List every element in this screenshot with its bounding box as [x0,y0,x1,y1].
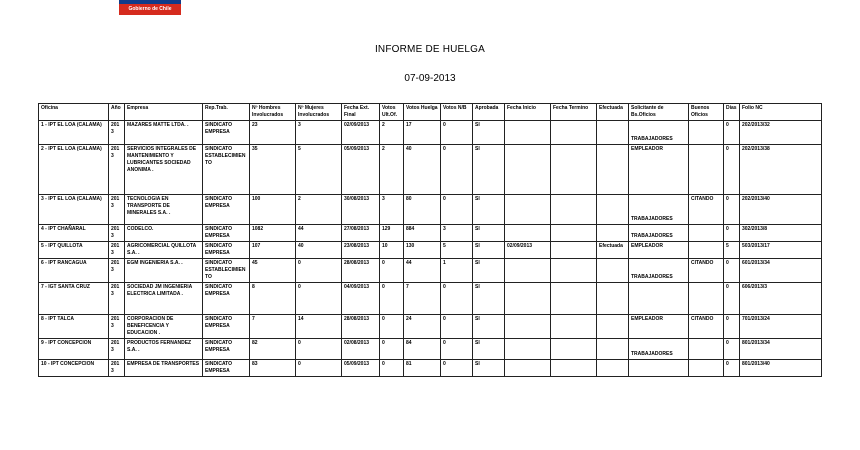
hombres-cell: 23 [250,121,296,145]
solicitante-cell: EMPLEADOR [629,315,689,339]
empresa-cell: SOCIEDAD JM INGENIERIA ELECTRICA LIMITADA . [125,283,203,315]
fecha-inicio-cell [505,225,551,242]
table-row [39,195,822,225]
empresa-cell: CODELCO. [125,225,203,242]
votos-huelga-cell: 80 [404,195,441,225]
folio-cell: 606/2013/3 [740,283,822,315]
efectuada-cell [597,283,629,315]
efectuada-cell [597,339,629,360]
solicitante-cell [629,360,689,377]
fecha-termino-cell [551,121,597,145]
aprobada-cell: SI [473,225,505,242]
votos-ult-cell: 2 [380,145,404,195]
dias-cell: 0 [724,145,740,195]
column-header: Año [109,104,125,121]
table-row [39,225,822,242]
empresa-cell: MAZARES MATTE LTDA. . [125,121,203,145]
fecha-ext-cell: 02/09/2013 [342,121,380,145]
fecha-termino-cell [551,145,597,195]
votos-ult-cell: 3 [380,195,404,225]
fecha-inicio-cell [505,195,551,225]
oficina-cell: 1 - IPT EL LOA (CALAMA) [39,121,109,145]
mujeres-cell: 0 [296,259,342,283]
rep-trab-cell: SINDICATO EMPRESA [203,283,250,315]
votos-ult-cell: 129 [380,225,404,242]
table-row [39,360,822,377]
solicitante-cell [629,283,689,315]
year-cell: 2013 [109,195,125,225]
rep-trab-cell: SINDICATO EMPRESA [203,121,250,145]
oficina-cell: 8 - IPT TALCA [39,315,109,339]
table-header-row [39,104,822,121]
rep-trab-cell: SINDICATO EMPRESA [203,315,250,339]
oficina-cell: 6 - IPT RANCAGUA [39,259,109,283]
aprobada-cell: SI [473,339,505,360]
votos-huelga-cell: 17 [404,121,441,145]
table-row [39,121,822,145]
efectuada-cell [597,259,629,283]
folio-cell: 801/2013/34 [740,339,822,360]
aprobada-cell: SI [473,121,505,145]
aprobada-cell: SI [473,283,505,315]
column-header: Oficina [39,104,109,121]
mujeres-cell: 3 [296,121,342,145]
folio-cell: 302/2013/8 [740,225,822,242]
dias-cell: 0 [724,360,740,377]
hombres-cell: 83 [250,360,296,377]
oficina-cell: 9 - IPT CONCEPCION [39,339,109,360]
aprobada-cell: SI [473,145,505,195]
year-cell: 2013 [109,145,125,195]
efectuada-cell [597,315,629,339]
solicitante-cell: TRABAJADORES [629,225,689,242]
mujeres-cell: 5 [296,145,342,195]
table-row [39,145,822,195]
year-cell: 2013 [109,259,125,283]
mujeres-cell: 44 [296,225,342,242]
aprobada-cell: SI [473,195,505,225]
buenos-oficios-cell [689,360,724,377]
column-header: Buenos Oficios [689,104,724,121]
empresa-cell: TECNOLOGIA EN TRANSPORTE DE MINERALES S.A. . [125,195,203,225]
fecha-termino-cell [551,360,597,377]
votos-huelga-cell: 84 [404,339,441,360]
votos-nb-cell: 0 [441,360,473,377]
dias-cell: 0 [724,225,740,242]
fecha-inicio-cell [505,315,551,339]
folio-cell: 701/2013/24 [740,315,822,339]
votos-ult-cell: 0 [380,315,404,339]
fecha-termino-cell [551,259,597,283]
fecha-inicio-cell [505,283,551,315]
dias-cell: 0 [724,259,740,283]
efectuada-cell [597,225,629,242]
votos-nb-cell: 0 [441,315,473,339]
oficina-cell: 10 - IPT CONCEPCION [39,360,109,377]
solicitante-cell: TRABAJADORES [629,121,689,145]
aprobada-cell: SI [473,360,505,377]
hombres-cell: 107 [250,242,296,259]
dias-cell: 5 [724,242,740,259]
fecha-termino-cell [551,242,597,259]
fecha-inicio-cell [505,339,551,360]
fecha-ext-cell: 05/09/2013 [342,145,380,195]
column-header: Fecha Termino [551,104,597,121]
table-body [39,121,822,377]
rep-trab-cell: SINDICATO ESTABLECIMIENTO [203,259,250,283]
folio-cell: 202/2013/38 [740,145,822,195]
column-header: Nº Mujeres Involucrados [296,104,342,121]
efectuada-cell [597,145,629,195]
efectuada-cell [597,360,629,377]
fecha-ext-cell: 04/09/2013 [342,283,380,315]
aprobada-cell: SI [473,242,505,259]
hombres-cell: 45 [250,259,296,283]
empresa-cell: AGRICOMERCIAL QUILLOTA S.A. . [125,242,203,259]
efectuada-cell [597,195,629,225]
buenos-oficios-cell [689,121,724,145]
empresa-cell: EGM INGENIERIA S.A. . [125,259,203,283]
table-row [39,315,822,339]
empresa-cell: PRODUCTOS FERNANDEZ S.A. . [125,339,203,360]
table-row [39,283,822,315]
column-header: Votos Huelga [404,104,441,121]
fecha-inicio-cell [505,121,551,145]
mujeres-cell: 14 [296,315,342,339]
votos-huelga-cell: 130 [404,242,441,259]
votos-nb-cell: 0 [441,283,473,315]
column-header: Fecha Inicio [505,104,551,121]
efectuada-cell: Efectuada [597,242,629,259]
column-header: Solicitante de Bs.Oficios [629,104,689,121]
dias-cell: 0 [724,195,740,225]
buenos-oficios-cell [689,145,724,195]
votos-ult-cell: 0 [380,360,404,377]
buenos-oficios-cell [689,225,724,242]
votos-ult-cell: 0 [380,283,404,315]
fecha-inicio-cell [505,259,551,283]
votos-nb-cell: 1 [441,259,473,283]
rep-trab-cell: SINDICATO EMPRESA [203,242,250,259]
year-cell: 2013 [109,242,125,259]
hombres-cell: 82 [250,339,296,360]
votos-ult-cell: 10 [380,242,404,259]
year-cell: 2013 [109,315,125,339]
fecha-ext-cell: 27/08/2013 [342,225,380,242]
fecha-termino-cell [551,315,597,339]
buenos-oficios-cell: CITANDO [689,315,724,339]
fecha-inicio-cell: 02/09/2013 [505,242,551,259]
oficina-cell: 5 - IPT QUILLOTA [39,242,109,259]
column-header: Empresa [125,104,203,121]
empresa-cell: EMPRESA DE TRANSPORTES [125,360,203,377]
column-header: Folio NC [740,104,822,121]
votos-nb-cell: 0 [441,339,473,360]
solicitante-cell: TRABAJADORES [629,195,689,225]
rep-trab-cell: SINDICATO EMPRESA [203,339,250,360]
fecha-ext-cell: 23/08/2013 [342,242,380,259]
column-header: Votos Ult.Of. [380,104,404,121]
fecha-ext-cell: 28/08/2013 [342,315,380,339]
oficina-cell: 3 - IPT EL LOA (CALAMA) [39,195,109,225]
fecha-ext-cell: 05/09/2013 [342,360,380,377]
column-header: Nº Hombres Involucrados [250,104,296,121]
hombres-cell: 100 [250,195,296,225]
fecha-termino-cell [551,195,597,225]
year-cell: 2013 [109,225,125,242]
votos-nb-cell: 0 [441,145,473,195]
year-cell: 2013 [109,121,125,145]
column-header: Aprobada [473,104,505,121]
dias-cell: 0 [724,315,740,339]
votos-huelga-cell: 81 [404,360,441,377]
mujeres-cell: 0 [296,360,342,377]
fecha-ext-cell: 02/08/2013 [342,339,380,360]
rep-trab-cell: SINDICATO ESTABLECIMIENTO [203,145,250,195]
votos-nb-cell: 0 [441,195,473,225]
folio-cell: 601/2013/34 [740,259,822,283]
hombres-cell: 35 [250,145,296,195]
rep-trab-cell: SINDICATO EMPRESA [203,360,250,377]
buenos-oficios-cell [689,283,724,315]
fecha-termino-cell [551,283,597,315]
mujeres-cell: 0 [296,283,342,315]
votos-huelga-cell: 40 [404,145,441,195]
solicitante-cell: EMPLEADOR [629,145,689,195]
fecha-inicio-cell [505,145,551,195]
fecha-inicio-cell [505,360,551,377]
votos-nb-cell: 0 [441,121,473,145]
rep-trab-cell: SINDICATO EMPRESA [203,225,250,242]
table-row [39,242,822,259]
hombres-cell: 7 [250,315,296,339]
votos-ult-cell: 0 [380,339,404,360]
aprobada-cell: SI [473,315,505,339]
votos-huelga-cell: 44 [404,259,441,283]
column-header: Votos N/B [441,104,473,121]
fecha-ext-cell: 30/08/2013 [342,195,380,225]
rep-trab-cell: SINDICATO EMPRESA [203,195,250,225]
column-header: Días [724,104,740,121]
mujeres-cell: 0 [296,339,342,360]
solicitante-cell: TRABAJADORES [629,339,689,360]
fecha-termino-cell [551,339,597,360]
dias-cell: 0 [724,283,740,315]
hombres-cell: 8 [250,283,296,315]
buenos-oficios-cell [689,339,724,360]
solicitante-cell: EMPLEADOR [629,242,689,259]
column-header: Fecha Ext. Final [342,104,380,121]
hombres-cell: 1082 [250,225,296,242]
column-header: Efectuada [597,104,629,121]
oficina-cell: 4 - IPT CHAÑARAL [39,225,109,242]
votos-nb-cell: 5 [441,242,473,259]
year-cell: 2013 [109,360,125,377]
efectuada-cell [597,121,629,145]
votos-ult-cell: 0 [380,259,404,283]
folio-cell: 202/2013/40 [740,195,822,225]
votos-huelga-cell: 24 [404,315,441,339]
gobierno-logo [119,0,181,15]
folio-cell: 801/2013/40 [740,360,822,377]
solicitante-cell: TRABAJADORES [629,259,689,283]
strike-report-table [38,103,822,377]
table-row [39,259,822,283]
fecha-ext-cell: 28/08/2013 [342,259,380,283]
votos-huelga-cell: 884 [404,225,441,242]
year-cell: 2013 [109,283,125,315]
mujeres-cell: 40 [296,242,342,259]
dias-cell: 0 [724,121,740,145]
dias-cell: 0 [724,339,740,360]
aprobada-cell: SI [473,259,505,283]
column-header: Rep.Trab. [203,104,250,121]
report-date: 07-09-2013 [404,73,456,84]
votos-ult-cell: 2 [380,121,404,145]
report-title: INFORME DE HUELGA [374,44,486,55]
votos-nb-cell: 3 [441,225,473,242]
year-cell: 2013 [109,339,125,360]
buenos-oficios-cell: CITANDO [689,195,724,225]
mujeres-cell: 2 [296,195,342,225]
empresa-cell: SERVICIOS INTEGRALES DE MANTENIMIENTO Y LUBRICANTES SOCIEDAD ANONIMA . [125,145,203,195]
fecha-termino-cell [551,225,597,242]
table-row [39,339,822,360]
logo-red-band: Gobierno de Chile [119,4,181,15]
buenos-oficios-cell: CITANDO [689,259,724,283]
oficina-cell: 2 - IPT EL LOA (CALAMA) [39,145,109,195]
buenos-oficios-cell [689,242,724,259]
empresa-cell: CORPORACION DE BENEFICENCIA Y EDUCACION . [125,315,203,339]
oficina-cell: 7 - IGT SANTA CRUZ [39,283,109,315]
folio-cell: 503/2013/17 [740,242,822,259]
votos-huelga-cell: 7 [404,283,441,315]
folio-cell: 202/2013/32 [740,121,822,145]
